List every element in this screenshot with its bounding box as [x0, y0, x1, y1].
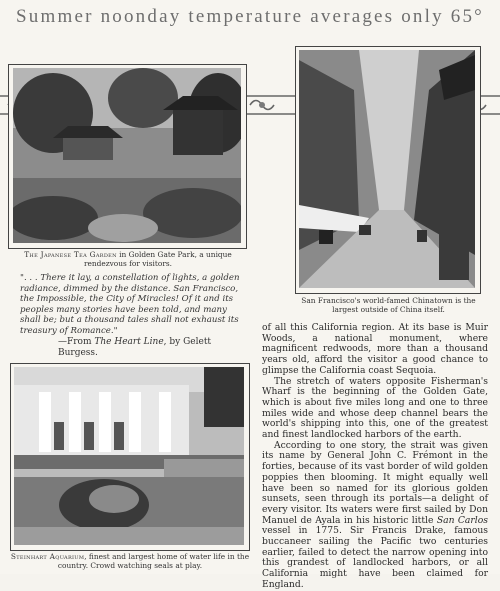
tea-garden-caption-rest: in Golden Gate Park, a unique rendezvous for visitors. [83, 250, 232, 269]
page-headline: Summer noonday temperature averages only 65° [16, 6, 484, 27]
body-ship-name: San Carlos [436, 514, 488, 526]
quote-source-prefix: —From [58, 337, 95, 347]
tea-garden-caption [8, 250, 248, 268]
aquarium-caption-lead: Steinhart Aquarium [10, 552, 85, 561]
body-paragraph-3-a: According to one story, the strait was given its name by General John C. Frémont in the forties, because of its vast border of wild golden poppies then blooming. It might equally well have been so named for its glorious golden sunsets, seen through its portals—a delight of every visitor. Its waters were first sailed by Don Manuel de Ayala in his historic little [262, 439, 488, 526]
chinatown-photo [299, 50, 475, 288]
body-paragraph-2: The stretch of waters opposite Fisherman's Wharf is the beginning of the Golden Gate, which is about five miles long and one to three miles wide and whose deep channel bears the world's shipping into this, one of the greatest and finest landlocked harbors of the earth. [262, 375, 488, 441]
aquarium-photo [14, 367, 244, 545]
quote-source [58, 337, 248, 359]
body-paragraph-3-b: vessel in 1775. Sir Francis Drake, famous buccaneer sailing the Pacific two centuries earlier, failed to detect the narrow opening into this grandest of landlocked harbors, or all California might have been claimed for England. [262, 525, 488, 590]
quote-source-suffix: , by Gelett Burgess. [58, 337, 212, 358]
aquarium-caption-rest: , finest and largest home of water life in the country. Crowd watching seals at play. [57, 552, 250, 571]
tea-garden-photo [13, 68, 241, 243]
quote-source-title: The Heart Line [94, 337, 164, 347]
burgess-quote: ". . . There it lay, a constellation of lights, a golden radiance, dimmed by the distance. San Francisco, the Impossible, the City of Miracles! Of it and its peoples many stories have been told, and many shall be; but a thousand tales shall not exhaust its treasury of Romance." [20, 273, 240, 336]
body-paragraph-3 [262, 441, 488, 591]
tea-garden-caption-lead: The Japanese Tea Garden [24, 250, 117, 259]
aquarium-caption [8, 552, 252, 570]
chinatown-caption: San Francisco's world-famed Chinatown is the largest outside of China itself. [301, 296, 476, 315]
body-text [262, 323, 488, 591]
body-paragraph-1: of all this California region. At its base is Muir Woods, a national monument, where magnificent redwoods, more than a thousand years old, afford the visitor a good chance to glimpse the California coast Sequoia. [262, 322, 488, 376]
